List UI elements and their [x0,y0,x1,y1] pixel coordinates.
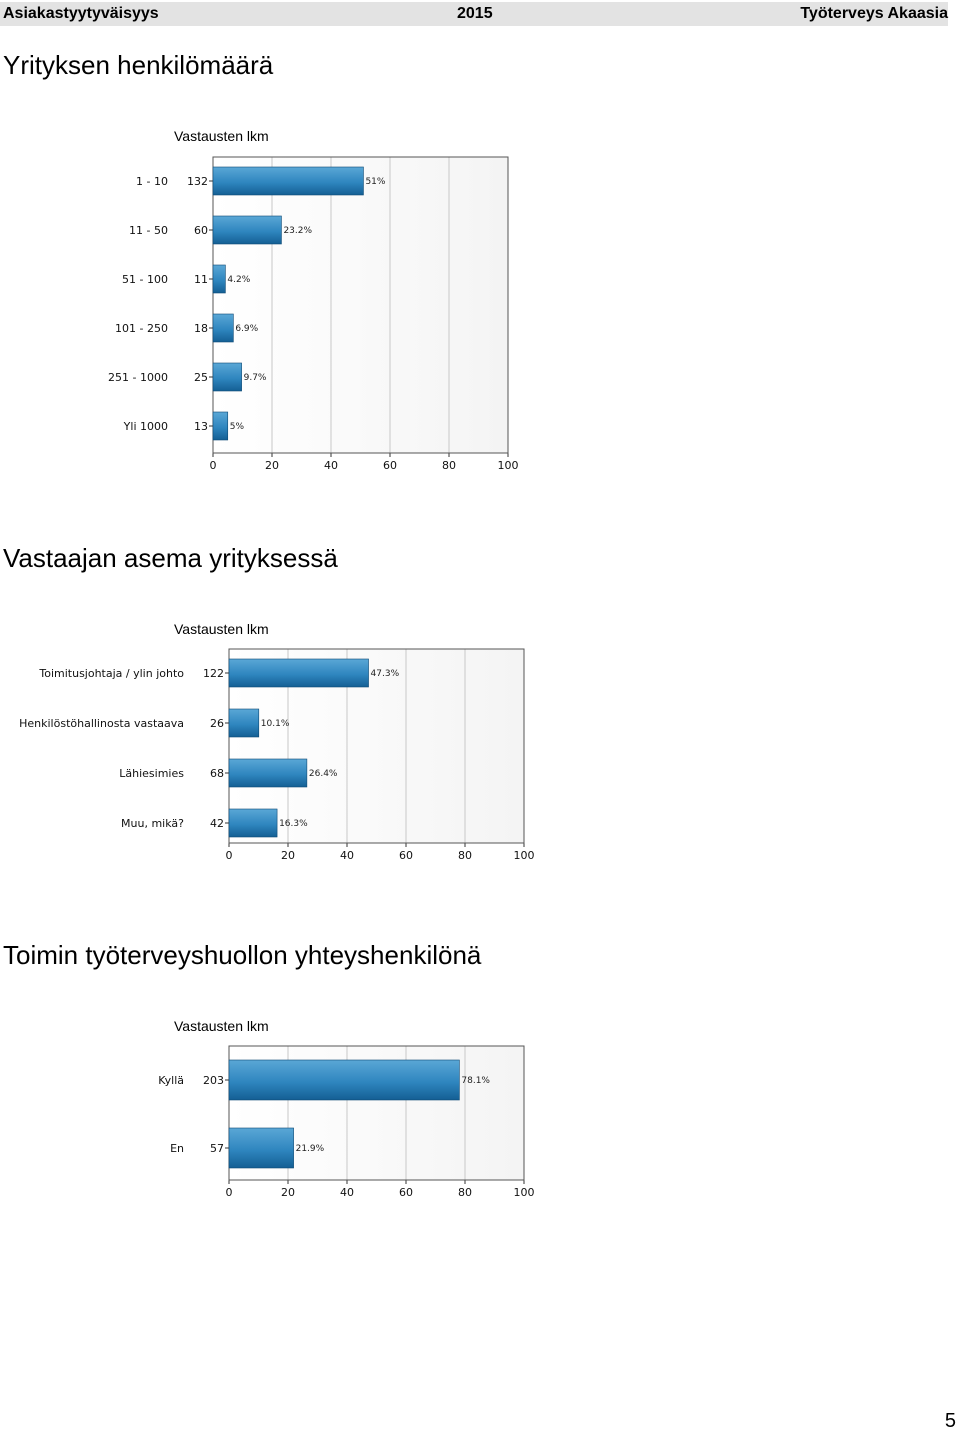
x-tick-label: 0 [225,1186,233,1199]
chart-contact-person [0,1040,960,1205]
bar [213,363,242,391]
count-label: 13 [194,420,208,433]
category-label: 1 - 10 [136,175,168,188]
category-label: Lähiesimies [119,767,184,780]
x-tick-label: 20 [265,459,279,472]
header-survey-title: Asiakastyytyväisyys [3,5,159,22]
chart-caption-respondent-position: Vastausten lkm [174,621,269,637]
count-label: 60 [194,224,208,237]
bar [213,167,363,195]
page-header [0,2,948,26]
percent-label: 78.1% [461,1076,490,1086]
category-label: Yli 1000 [123,420,168,433]
page-number: 5 [944,1410,956,1432]
count-label: 25 [194,371,208,384]
bar [229,1060,459,1100]
bar [213,314,233,342]
count-label: 42 [210,817,224,830]
bar [229,809,277,837]
bar [213,216,281,244]
section-title-contact-person: Toimin työterveyshuollon yhteyshenkilönä [3,940,482,970]
x-tick-label: 20 [281,1186,295,1199]
bar [229,709,259,737]
percent-label: 23.2% [283,226,313,236]
x-tick-label: 60 [399,1186,413,1199]
header-organization: Työterveys Akaasia [800,5,948,22]
x-tick-label: 40 [324,459,338,472]
category-label: 11 - 50 [129,224,168,237]
category-label: Muu, mikä? [121,817,184,830]
category-label: Toimitusjohtaja / ylin johto [39,667,184,680]
chart-caption-company-size: Vastausten lkm [174,128,269,144]
x-tick-label: 0 [225,849,233,862]
count-label: 11 [194,273,208,286]
percent-label: 6.9% [235,324,259,334]
x-tick-label: 0 [209,459,217,472]
header-year: 2015 [457,5,493,22]
percent-label: 4.2% [227,275,251,285]
count-label: 18 [194,322,208,335]
x-tick-label: 40 [340,849,354,862]
bar [229,659,369,687]
percent-label: 51% [365,177,386,187]
count-label: 122 [203,667,224,680]
percent-label: 47.3% [370,669,400,679]
x-tick-label: 60 [399,849,413,862]
bar [213,265,225,293]
percent-label: 9.7% [243,373,267,383]
x-tick-label: 80 [458,1186,472,1199]
section-title-respondent-position: Vastaajan asema yrityksessä [3,543,338,573]
section-title-company-size: Yrityksen henkilömäärä [3,50,274,80]
category-label: Henkilöstöhallinosta vastaava [19,717,184,730]
chart-respondent-position [0,643,960,873]
chart-company-size [0,150,960,480]
percent-label: 5% [229,422,245,432]
x-tick-label: 80 [458,849,472,862]
count-label: 57 [210,1142,224,1155]
count-label: 203 [203,1074,224,1087]
percent-label: 21.9% [295,1144,325,1154]
x-tick-label: 80 [442,459,456,472]
bar [213,412,228,440]
percent-label: 10.1% [260,719,290,729]
bar [229,1128,294,1168]
chart-caption-contact-person: Vastausten lkm [174,1018,269,1034]
x-tick-label: 100 [513,1186,535,1199]
count-label: 26 [210,717,224,730]
category-label: 51 - 100 [122,273,168,286]
bar [229,759,307,787]
category-label: 101 - 250 [115,322,168,335]
percent-label: 16.3% [279,819,308,829]
x-tick-label: 100 [513,849,535,862]
percent-label: 26.4% [308,769,338,779]
x-tick-label: 100 [497,459,519,472]
x-tick-label: 40 [340,1186,354,1199]
category-label: Kyllä [158,1074,184,1087]
plot-background [213,157,508,453]
x-tick-label: 60 [383,459,397,472]
count-label: 132 [187,175,208,188]
count-label: 68 [210,767,224,780]
category-label: 251 - 1000 [108,371,168,384]
category-label: En [170,1142,184,1155]
x-tick-label: 20 [281,849,295,862]
